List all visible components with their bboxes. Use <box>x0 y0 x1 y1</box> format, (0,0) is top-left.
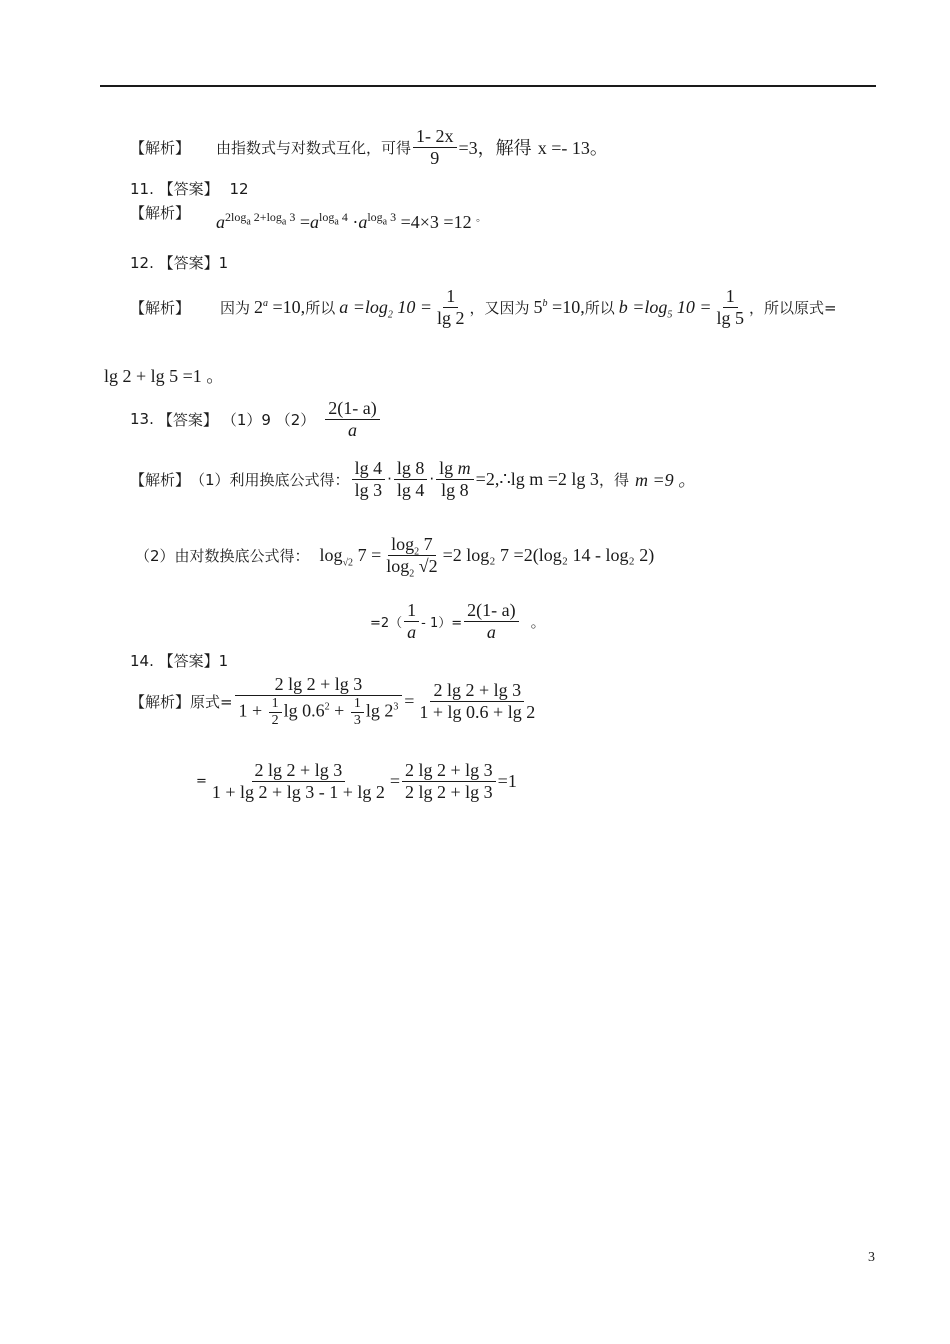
q13-answer-frac <box>325 398 379 440</box>
answer-label: 【答案】 <box>158 254 219 272</box>
frac-den: 1 + $\frac{1}{2}$ $\lg 0.6^2$ + $\frac{1}{3}$ $\lg 2^3$ <box>238 695 399 728</box>
frac-den: lg 2 <box>437 307 465 328</box>
q13-part1: 【解析】 （1）利用换底公式得： $\frac{\lg 4}{\lg 3}$ · $\frac{\lg 8}{\lg 4}$ · $\frac{\text{lg m}}{\lg 8}$ =2,∴lg m =2 lg 3 ，得 m =9 。 <box>130 458 697 500</box>
q10-text2: =3，解得 <box>458 138 532 159</box>
q10-fraction <box>413 126 457 168</box>
q14-number: 14. <box>130 652 154 670</box>
q13-log-sqrt2: $\log_{√2} 7$ = <box>319 544 382 569</box>
q11-number: 11. <box>130 180 154 198</box>
header-rule <box>100 85 876 87</box>
q12-number: 12. <box>130 254 154 272</box>
q12-eq1: =10, <box>272 296 306 317</box>
answer-label: 【答案】 <box>157 410 218 429</box>
frac-den: 2 lg 2 + lg 3 <box>405 781 493 802</box>
q13-p2-rhs: =2 log₂ 7 =2(log₂ 14 - log₂ 2) <box>442 544 655 565</box>
frac-num: 2 lg 2 + lg 3 <box>235 674 403 696</box>
q11-answer-line <box>130 178 249 199</box>
frac-num: 2 lg 2 + lg 3 <box>402 760 496 782</box>
q13-answer-line <box>130 398 382 440</box>
q14-frac-1 <box>235 674 403 729</box>
frac-den: lg 5 <box>716 307 745 328</box>
answer-label: 【答案】 <box>158 652 219 670</box>
q13-p1-mid: =2,∴lg m =2 lg 3 <box>475 468 599 489</box>
q14-answer-line <box>130 650 228 671</box>
q14-answer: 1 <box>218 652 229 670</box>
q13-p1-result: m =9 。 <box>634 470 697 491</box>
q12-t3: ，又因为 <box>469 298 530 317</box>
q13-p3-end: 。 <box>530 612 546 631</box>
frac-num: 2 lg 2 + lg 3 <box>430 680 524 702</box>
q14-part2: = $\frac{2 \lg 2 + \lg 3}{1 + \lg 2 + \lg 3 - 1 + \lg 2}$ = $\frac{2 \lg 2 + \lg 3}{2 \lg 2 + \lg 3}$ =1 <box>196 760 517 802</box>
q14-end: =1 <box>497 770 517 791</box>
q13-frac-2: $\frac{\lg 8}{\lg 4}$ <box>394 458 428 500</box>
q13-frac-6 <box>464 600 518 642</box>
q13-number: 13. <box>130 410 154 429</box>
q12-b-eq: $b =\log_5$ 10 = <box>618 296 712 321</box>
analysis-label: 【解析】 <box>130 298 191 317</box>
q12-ten-b: 10 = <box>676 296 712 317</box>
frac-den: 1 + lg 2 + lg 3 - 1 + lg 2 <box>211 781 385 802</box>
q12-ten: 10 = <box>397 296 433 317</box>
q13-part2 <box>135 534 655 580</box>
answer-label: 【答案】 <box>158 180 219 198</box>
frac-den: 1 + lg 0.6 + lg 2 <box>419 701 536 722</box>
q13-p1-de: ，得 <box>598 470 629 489</box>
q12-t2: 所以 <box>305 298 336 317</box>
q12-exp-b: 5$^b$ =10, <box>533 296 585 317</box>
frac-den: 9 <box>430 147 440 168</box>
q12-exp-a: 2$^a$ =10, <box>254 296 306 317</box>
q12-answer: 1 <box>218 254 229 272</box>
q12-t4: 所以 <box>584 298 615 317</box>
q12-a-eq-text: a =log <box>339 296 388 317</box>
q12-b-eq-text: b =log <box>618 296 668 317</box>
q14-frac-4 <box>402 760 496 802</box>
q13-p3-pre: =2（ <box>370 615 403 631</box>
frac-num: 1 <box>723 286 738 308</box>
q14-part1: 【解析】原式= 2 lg 2 + lg 3 1 + $\frac{1}{2}$ $\lg 0.6^2$ + $\frac{1}{3}$ $\lg 2^3$ = $\frac{2 \lg 2 + \lg 3}{1 + \lg 0.6 + \lg 2}$ <box>130 674 540 729</box>
q14-frac-3 <box>209 760 388 802</box>
frac-den: a <box>348 419 358 440</box>
analysis-label: 【解析】 <box>130 470 191 489</box>
q12-t1: 因为 <box>220 298 251 317</box>
q13-frac-5: $\frac{1}{a}$ <box>404 600 419 642</box>
frac-num: 1- 2x <box>413 126 457 148</box>
q13-frac-3: $\frac{\text{lg m}}{\lg 8}$ <box>436 458 474 500</box>
q12-eq1-b: =10, <box>552 296 585 317</box>
frac-num: 2(1- a) <box>464 600 518 622</box>
q11-analysis-label: 【解析】 <box>130 204 191 222</box>
q12-continuation: lg 2 + lg 5 =1 。 <box>104 366 225 386</box>
frac-num: 2 lg 2 + lg 3 <box>252 760 346 782</box>
q10-result: x =- 13。 <box>537 138 608 159</box>
frac-num: 1 <box>443 286 458 308</box>
q13-frac-1: $\frac{\lg 4}{\lg 3}$ <box>352 458 386 500</box>
page-number: 3 <box>868 1250 875 1265</box>
q13-p3-mid: - 1）= <box>421 615 463 631</box>
frac-num: 2(1- a) <box>325 398 379 420</box>
q13-p1-label: （1）利用换底公式得： <box>190 470 350 489</box>
q13-answer-pre: （1）9 （2） <box>221 410 316 429</box>
q13-p2-label: （2）由对数换底公式得： <box>135 546 310 565</box>
q12-t5: ，所以原式= <box>749 298 837 317</box>
q11-expression: $a^{2log_a 2+log_a 3} =a^{log_a 4} \cdot a^{log_a 3} =4\times 3 =12$ 。 <box>216 210 487 232</box>
q14-frac-2 <box>416 680 538 722</box>
q12-a-eq: $a =\log_2$ 10 = <box>339 296 433 321</box>
q14-analysis-label: 【解析】原式= <box>130 692 233 711</box>
q11-answer: 12 <box>229 180 249 198</box>
analysis-label: 【解析】 <box>130 138 191 157</box>
q10-analysis <box>130 126 608 168</box>
q13-frac-4: $\frac{\log_2 7}{\log_2 √2}$ <box>386 534 438 580</box>
q12-frac-a <box>434 286 468 328</box>
q12-frac-b <box>714 286 748 328</box>
q12-analysis <box>130 286 837 328</box>
q12-answer-line <box>130 252 228 273</box>
frac-den: a <box>486 621 496 642</box>
q13-part3 <box>370 600 546 642</box>
q10-text: 由指数式与对数式互化，可得 <box>216 138 412 157</box>
